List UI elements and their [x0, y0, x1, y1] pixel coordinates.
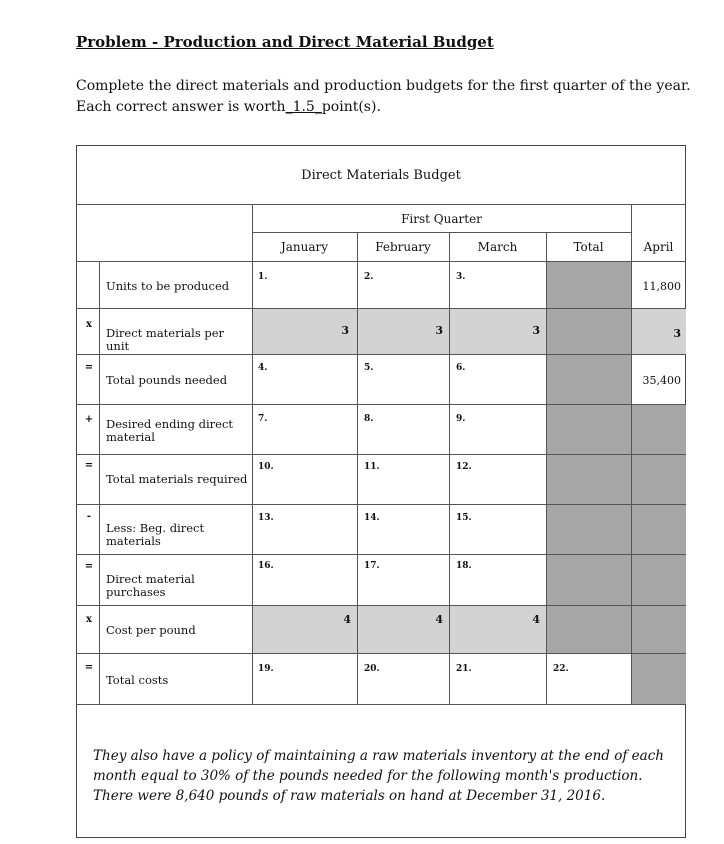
grid-h: [252, 232, 631, 233]
row-label-desired-ending: Desired ending direct material: [106, 417, 234, 444]
grid-v: [99, 261, 100, 704]
cost-per-pound-feb: 4: [435, 613, 443, 626]
answer-blank-20[interactable]: 20.: [364, 664, 380, 674]
answer-blank-17[interactable]: 17.: [364, 561, 380, 571]
answer-blank-14[interactable]: 14.: [364, 513, 380, 523]
operator-equals: =: [84, 460, 94, 471]
col-header-january: January: [280, 240, 329, 254]
grid-h: [76, 204, 686, 205]
operator-equals: =: [84, 662, 94, 673]
row-label-total-costs: Total costs: [106, 673, 169, 687]
row-label-units: Units to be produced: [106, 279, 230, 293]
answer-blank-4[interactable]: 4.: [258, 363, 268, 373]
answer-blank-11[interactable]: 11.: [364, 462, 380, 472]
grid-v: [449, 232, 450, 704]
answer-blank-8[interactable]: 8.: [364, 414, 374, 424]
grid-v: [631, 204, 632, 704]
april-total-pounds: 35,400: [642, 374, 681, 387]
grid-h: [76, 308, 686, 309]
col-header-april: April: [643, 240, 674, 254]
operator-equals: =: [84, 561, 94, 572]
row-label-total-pounds: Total pounds needed: [106, 373, 228, 387]
answer-blank-16[interactable]: 16.: [258, 561, 274, 571]
operator-x: x: [86, 614, 92, 625]
answer-blank-6[interactable]: 6.: [456, 363, 466, 373]
page-title: Problem - Production and Direct Material Budget: [76, 33, 494, 51]
operator-minus: -: [86, 511, 92, 522]
dm-per-unit-feb: 3: [435, 324, 443, 337]
answer-blank-2[interactable]: 2.: [364, 272, 374, 282]
dm-per-unit-jan: 3: [341, 324, 349, 337]
operator-plus: +: [84, 414, 94, 425]
answer-blank-7[interactable]: 7.: [258, 414, 268, 424]
grid-h: [76, 504, 686, 505]
first-quarter-header: First Quarter: [401, 212, 482, 226]
points-value: _1.5_: [285, 99, 322, 115]
operator-x: x: [86, 319, 92, 330]
answer-blank-10[interactable]: 10.: [258, 462, 274, 472]
operator-equals: =: [84, 362, 94, 373]
col-header-total: Total: [573, 240, 604, 254]
instructions-text: Complete the direct materials and production budgets for the first quarter of the year. Each correct answer is worth: [76, 78, 691, 115]
answer-blank-19[interactable]: 19.: [258, 664, 274, 674]
row-label-total-materials: Total materials required: [106, 472, 248, 486]
answer-blank-22[interactable]: 22.: [553, 664, 569, 674]
answer-blank-5[interactable]: 5.: [364, 363, 374, 373]
answer-blank-21[interactable]: 21.: [456, 664, 472, 674]
grid-h: [76, 704, 686, 705]
table-caption: Direct Materials Budget: [301, 168, 461, 183]
answer-blank-1[interactable]: 1.: [258, 272, 268, 282]
row-label-beg-materials: Less: Beg. direct materials: [106, 521, 205, 548]
grid-h: [76, 554, 686, 555]
col-header-february: February: [375, 240, 431, 254]
answer-blank-13[interactable]: 13.: [258, 513, 274, 523]
grid-v: [252, 204, 253, 704]
row-label-cost-per-pound: Cost per pound: [106, 623, 196, 637]
instructions: [76, 76, 706, 118]
instructions-suffix: point(s).: [321, 99, 381, 115]
dm-per-unit-mar: 3: [532, 324, 540, 337]
grid-v: [357, 232, 358, 704]
row-label-dm-purchases: Direct material purchases: [106, 572, 195, 599]
answer-blank-3[interactable]: 3.: [456, 272, 466, 282]
answer-blank-18[interactable]: 18.: [456, 561, 472, 571]
april-units: 11,800: [642, 280, 681, 293]
answer-blank-15[interactable]: 15.: [456, 513, 472, 523]
cost-per-pound-mar: 4: [532, 613, 540, 626]
grid-h: [76, 354, 686, 355]
grid-h: [76, 605, 686, 606]
answer-blank-9[interactable]: 9.: [456, 414, 466, 424]
col-header-march: March: [477, 240, 518, 254]
grid-h: [76, 454, 686, 455]
grid-h: [76, 261, 686, 262]
grid-v: [546, 232, 547, 704]
cost-per-pound-jan: 4: [343, 613, 351, 626]
shade-total-column: [546, 261, 631, 653]
policy-note: They also have a policy of maintaining a raw materials inventory at the end of each month equal to 30% of the pounds needed for the following month's production. There were 8,640 pounds of raw materials on hand at December 31, 2016.: [93, 748, 664, 804]
answer-blank-12[interactable]: 12.: [456, 462, 472, 472]
row-label-dm-per-unit: Direct materials per unit: [106, 326, 225, 353]
april-dm-per-unit: 3: [673, 327, 681, 340]
grid-h: [76, 404, 686, 405]
grid-h: [76, 653, 686, 654]
